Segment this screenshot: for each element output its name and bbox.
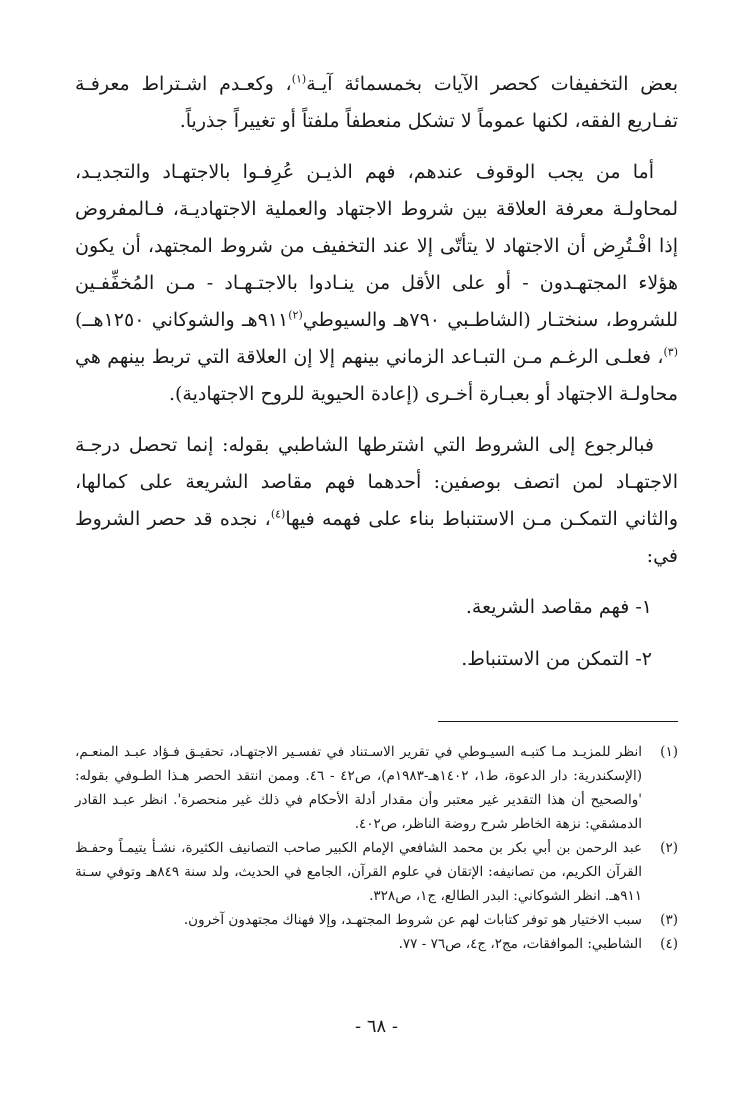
- footnote-text: انظر للمزيـد مـا كتبـه السيـوطي في تقرير الاسـتناد في تفسـير الاجتهـاد، تحقيـق فـؤاد عبـد المنعـم، (الإسكندرية: دار الدعوة، ط١، ١٤٠٢هـ-١٩٨٣م)، ص٤٢ - ٤٦. وممن انتقد الحصر هـذا الطـوفي بقوله: 'والصحيح أن هذا التقدير غير معتبر وأن مقدار أدلة الأحكام في ذلك غير منحصرة'. انظر عبـد القادر الدمشقي: نزهة الخاطر شرح روضة الناظر، ص٤٠٢.: [75, 744, 643, 832]
- footnote-number: (٣): [660, 912, 678, 928]
- footnote-ref-4: (٤): [270, 507, 286, 521]
- paragraph-1-text: بعض التخفيفات كحصر الآيات بخمسمائة آيـة: [306, 73, 679, 95]
- paragraph-1: [75, 66, 678, 140]
- main-text-block: [75, 66, 678, 693]
- footnotes-section: [75, 740, 678, 956]
- footnote-text: الشاطبي: الموافقات، مج٢، ج٤، ص٧٦ - ٧٧.: [398, 936, 642, 952]
- footnote-3: [75, 908, 678, 932]
- footnote-number: (٤): [660, 936, 678, 952]
- footnote-text: سبب الاختيار هو توفر كتابات لهم عن شروط المجتهـد، وإلا فهناك مجتهدون آخرون.: [183, 912, 642, 928]
- paragraph-3-text: فبالرجوع إلى الشروط التي اشترطها الشاطبي بقوله: إنما تحصل درجـة الاجتهـاد لمن اتصف بوصفين: أحدهما فهم مقاصد الشريعة على كمالها، والثاني التمكـن مـن الاستنباط بناء على فهمه فيها: [75, 434, 679, 530]
- paragraph-1-text-cont: ، وكعـدم اشـتراط معرفـة تفـاريع الفقه، لكنها عموماً لا تشكل منعطفاً ملفتاً أو تغييراً جذرياً.: [75, 73, 678, 132]
- footnote-ref-3: (٣): [663, 345, 678, 359]
- paragraph-2-text-middle: ٩١١هـ والشوكاني ١٢٥٠هــ): [75, 309, 289, 331]
- paragraph-2: [75, 154, 678, 413]
- list-item: ٢- التمكن من الاستنباط.: [461, 648, 652, 670]
- footnote-ref-1: (١): [291, 72, 307, 86]
- conditions-list: [75, 589, 678, 678]
- paragraph-2-text-cont: ، فعلـى الرغـم مـن التبـاعد الزماني بينهم إلا إن العلاقة التي تربط بينهم هي محاولـة الاجتهاد أو بعبـارة أخـرى (إعادة الحيوية للروح الاجتهادية).: [75, 346, 678, 405]
- footnote-text: عبد الرحمن بن أبي بكر بن محمد الشافعي الإمام الكبير صاحب التصانيف الكثيرة، نشـأ يتيمـاً وحفـظ القرآن الكريم، من تصانيفه: الإتقان في علوم القرآن، الجامع في الحديث، ولد سنة ٨٤٩هـ وتوفي سـنة ٩١١هـ. انظر الشوكاني: البدر الطالع، ج١، ص٣٢٨.: [75, 840, 642, 904]
- paragraph-2-text: أما من يجب الوقوف عندهم، فهم الذيـن عُرِفـوا بالاجتهـاد والتجديـد، لمحاولـة معرفة العلاقة بين شروط الاجتهاد والعملية الاجتهاديـة، فـالمفروض إذا افْـتُرِض أن الاجتهاد لا يتأتّى إلا عند التخفيف من شروط المجتهد، أن يكون هؤلاء المجتهـدون - أو على الأقل من ينـادوا بالاجتـهـاد - مـن المُخفِّفـين للشروط، سنختـار (الشاطـبي ٧٩٠هـ والسيوطي: [75, 161, 678, 331]
- page-number: - ٦٨ -: [355, 1016, 398, 1037]
- footnote-2: [75, 836, 678, 908]
- footnote-number: (٢): [660, 840, 678, 856]
- footnote-4: [75, 932, 678, 956]
- footnote-1: [75, 740, 678, 836]
- paragraph-3-text-cont: ، نجده قد حصر الشروط في:: [75, 508, 678, 567]
- list-item: ١- فهم مقاصد الشريعة.: [465, 596, 652, 618]
- footnote-ref-2: (٢): [288, 308, 303, 322]
- footnote-number: (١): [660, 744, 678, 760]
- paragraph-3: [75, 427, 678, 575]
- footnote-divider: [438, 721, 678, 722]
